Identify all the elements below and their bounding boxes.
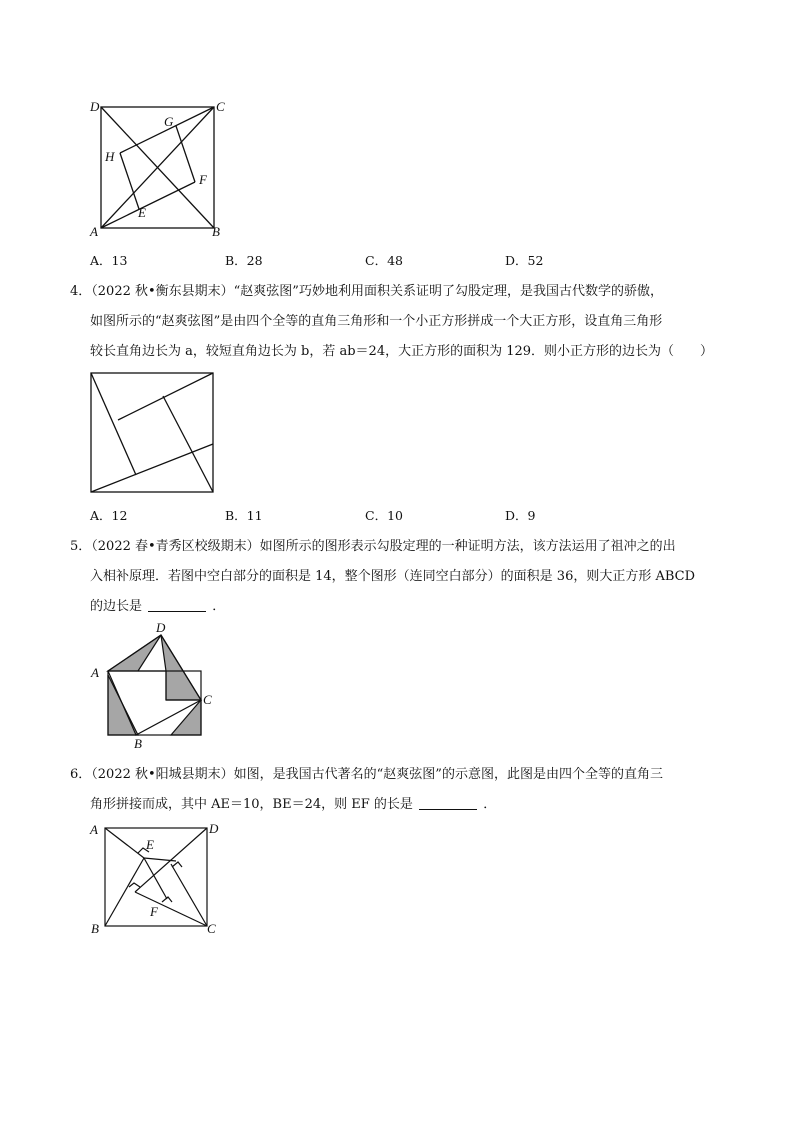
q6-label-E: E <box>146 837 154 852</box>
q6-figure <box>88 820 228 938</box>
q6-label-B: B <box>91 921 99 936</box>
q4-line-1: 4．（2022 秋•衡东县期末）“赵爽弦图”巧妙地利用面积关系证明了勾股定理，是我国古代数学的骄傲， <box>70 284 663 299</box>
q6-label-C: C <box>207 921 216 936</box>
q3-label-C: C <box>216 99 225 114</box>
q4-line-3: 较长直角边长为 a，较短直角边长为 b，若 ab＝24，大正方形的面积为 129．则小正方形的边长为（ ） <box>90 344 714 359</box>
q3-options <box>0 251 794 271</box>
q4-options <box>0 506 794 526</box>
q4-line-2: 如图所示的“赵爽弦图”是由四个全等的直角三角形和一个小正方形拼成一个大正方形，设直角三角形 <box>90 314 663 329</box>
q5-answer-blank[interactable] <box>148 597 206 612</box>
q4-option-a[interactable]: A．12 <box>90 508 128 523</box>
q3-label-E: E <box>138 205 146 220</box>
q3-option-b[interactable]: B．28 <box>225 253 263 268</box>
q5-label-A: A <box>91 665 99 680</box>
q6-line-2-suffix: ． <box>483 797 497 812</box>
q6-label-A: A <box>90 822 98 837</box>
q5-line-3-suffix: ． <box>212 599 226 614</box>
q5-line-3-prefix: 的边长是 <box>90 599 143 614</box>
q3-figure <box>84 96 234 242</box>
q5-label-D: D <box>156 620 166 635</box>
q6-label-F: F <box>150 904 158 919</box>
q5-label-C: C <box>203 692 212 707</box>
q5-line-1: 5．（2022 春•青秀区校级期末）如图所示的图形表示勾股定理的一种证明方法，该方法运用了祖冲之的出 <box>70 539 676 554</box>
q5-line-3 <box>70 592 730 622</box>
q3-label-F: F <box>199 172 207 187</box>
q6-line-2-prefix: 角形拼接而成，其中 AE＝10，BE＝24，则 EF 的长是 <box>90 797 413 812</box>
q3-option-d[interactable]: D．52 <box>505 253 544 268</box>
q3-label-H: H <box>105 149 115 164</box>
q3-label-A: A <box>90 224 98 239</box>
q4-option-c[interactable]: C．10 <box>365 508 403 523</box>
q6-label-D: D <box>209 821 219 836</box>
q3-label-B: B <box>212 224 220 239</box>
q5-label-B: B <box>134 736 142 751</box>
q4-outer-square <box>91 373 213 492</box>
q6-answer-blank[interactable] <box>419 795 477 810</box>
q4-option-d[interactable]: D．9 <box>505 508 536 523</box>
q3-option-c[interactable]: C．48 <box>365 253 403 268</box>
q4-figure <box>90 372 216 494</box>
q4-option-b[interactable]: B．11 <box>225 508 263 523</box>
q5-figure <box>86 620 226 752</box>
q4-text <box>70 277 730 367</box>
q3-label-G: G <box>164 114 174 129</box>
q6-line-1: 6．（2022 秋•阳城县期末）如图，是我国古代著名的“赵爽弦图”的示意图，此图是由四个全等的直角三 <box>70 767 663 782</box>
q6-text <box>70 760 730 820</box>
q5-line-2: 入相补原理．若图中空白部分的面积是 14，整个图形（连同空白部分）的面积是 36，则大正方形 ABCD <box>90 569 696 584</box>
q5-text <box>70 532 730 622</box>
q3-option-a[interactable]: A．13 <box>90 253 128 268</box>
q3-label-D: D <box>90 99 100 114</box>
q6-line-2 <box>70 790 730 820</box>
